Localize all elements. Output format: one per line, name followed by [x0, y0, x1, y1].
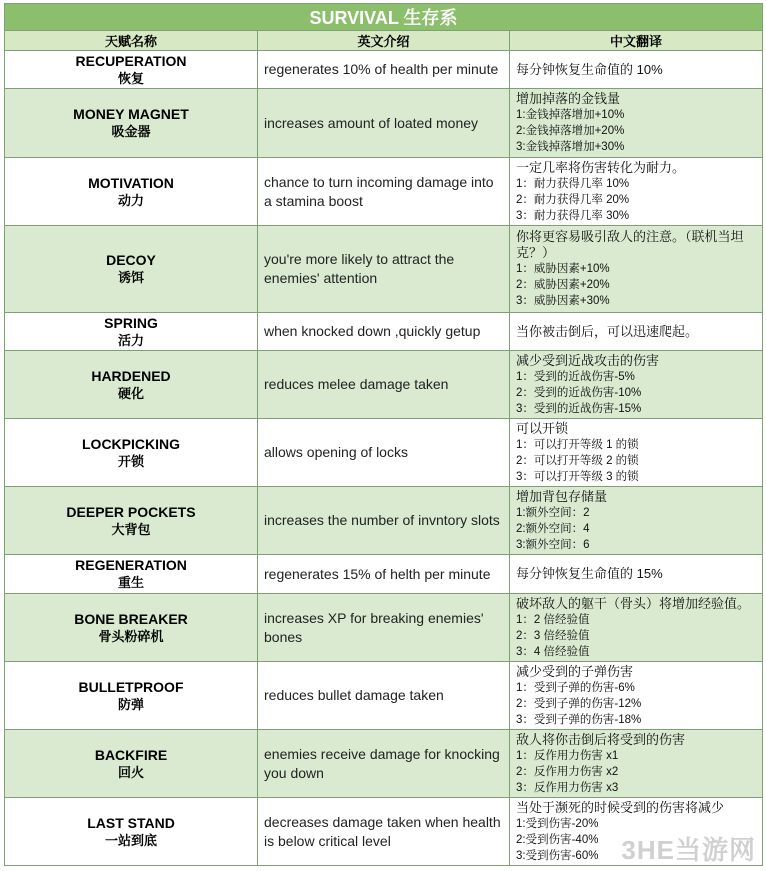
translation-level-line: 2：3 倍经验值 — [516, 629, 590, 642]
english-description: you're more likely to attract the enemies' attention — [258, 226, 510, 313]
translation-summary: 每分钟恢复生命值的 10% — [516, 61, 663, 77]
column-header-name: 天赋名称 — [5, 31, 258, 51]
talent-name-english: HARDENED — [91, 367, 171, 384]
talent-name-english: LAST STAND — [87, 814, 175, 831]
translation-summary: 每分钟恢复生命值的 15% — [516, 566, 663, 581]
talent-name-chinese: 一站到底 — [104, 832, 157, 848]
talent-name-cell — [5, 730, 258, 798]
talent-name-chinese: 动力 — [117, 192, 144, 208]
talent-name-chinese: 开锁 — [117, 453, 144, 469]
chinese-translation — [510, 313, 763, 351]
talent-name-english: BULLETPROOF — [78, 678, 184, 695]
translation-level-line: 1：耐力获得几率 10% — [516, 177, 630, 190]
translation-level-line: 1：可以打开等级 1 的锁 — [516, 438, 639, 451]
chinese-translation — [510, 487, 763, 555]
english-description: enemies receive damage for knocking you down — [258, 730, 510, 798]
talent-name-english: BONE BREAKER — [74, 610, 188, 627]
chinese-translation — [510, 419, 763, 487]
translation-level-line: 1：2 倍经验值 — [516, 613, 590, 626]
talent-name-cell — [5, 487, 258, 555]
translation-summary: 减少受到近战攻击的伤害 — [516, 352, 660, 368]
table-row — [5, 89, 763, 158]
talent-name-english: REGENERATION — [75, 557, 187, 573]
translation-level-line: 3:受到伤害-60% — [516, 849, 599, 862]
english-description: regenerates 10% of health per minute — [258, 51, 510, 89]
talent-name-cell — [5, 313, 258, 351]
translation-level-line: 1：受到的近战伤害-5% — [516, 370, 635, 383]
chinese-translation — [510, 226, 763, 313]
column-header-english: 英文介绍 — [258, 31, 510, 51]
translation-summary: 增加背包存储量 — [516, 488, 608, 504]
english-description: reduces melee damage taken — [258, 351, 510, 419]
translation-level-line: 3:额外空间：6 — [516, 538, 590, 551]
translation-level-line: 1:额外空间：2 — [516, 506, 590, 519]
talent-name-chinese: 大背包 — [111, 521, 151, 537]
talent-name-cell — [5, 351, 258, 419]
talent-name-chinese: 重生 — [117, 575, 144, 590]
talent-name-chinese: 恢复 — [117, 70, 144, 86]
translation-level-line: 2：耐力获得几率 20% — [516, 193, 630, 206]
talent-name-cell — [5, 226, 258, 313]
translation-level-line: 2：反作用力伤害 x2 — [516, 765, 619, 778]
survival-talent-table — [4, 3, 763, 866]
translation-summary: 敌人将你击倒后将受到的伤害 — [516, 731, 686, 747]
translation-summary: 一定几率将伤害转化为耐力。 — [516, 159, 686, 175]
translation-level-line: 1：威胁因素+10% — [516, 263, 610, 275]
talent-name-cell — [5, 555, 258, 594]
table-title: SURVIVAL 生存系 — [5, 4, 763, 31]
translation-level-line: 1:金钱掉落增加+10% — [516, 109, 625, 121]
translation-level-line: 3：耐力获得几率 30% — [516, 209, 630, 222]
talent-name-cell — [5, 662, 258, 730]
chinese-translation — [510, 594, 763, 662]
talent-name-cell — [5, 51, 258, 89]
translation-level-line: 1：反作用力伤害 x1 — [516, 749, 619, 762]
chinese-translation — [510, 662, 763, 730]
column-header-chinese: 中文翻译 — [510, 31, 763, 51]
chinese-translation — [510, 51, 763, 89]
talent-name-chinese: 骨头粉碎机 — [98, 628, 164, 644]
english-description: decreases damage taken when health is below critical level — [258, 798, 510, 866]
translation-level-line: 3：可以打开等级 3 的锁 — [516, 470, 639, 483]
translation-level-line: 3：4 倍经验值 — [516, 645, 590, 658]
chinese-translation — [510, 89, 763, 158]
talent-name-cell — [5, 419, 258, 487]
translation-summary: 增加掉落的金钱量 — [516, 91, 621, 106]
translation-summary: 减少受到的子弹伤害 — [516, 663, 634, 679]
english-description: chance to turn incoming damage into a stamina boost — [258, 158, 510, 226]
translation-level-line: 3：受到的近战伤害-15% — [516, 402, 642, 415]
talent-name-english: MOTIVATION — [88, 174, 174, 191]
talent-name-chinese: 活力 — [117, 332, 144, 348]
translation-level-line: 1：受到子弹的伤害-6% — [516, 681, 635, 694]
table-body — [5, 51, 763, 866]
table-row — [5, 313, 763, 351]
chinese-translation — [510, 555, 763, 594]
english-description: reduces bullet damage taken — [258, 662, 510, 730]
talent-name-chinese: 诱饵 — [117, 270, 144, 285]
table-row — [5, 555, 763, 594]
translation-level-line: 3：反作用力伤害 x3 — [516, 781, 619, 794]
translation-level-line: 2:金钱掉落增加+20% — [516, 125, 625, 137]
talent-name-english: DEEPER POCKETS — [66, 503, 196, 520]
talent-name-chinese: 吸金器 — [111, 124, 151, 139]
table-row — [5, 594, 763, 662]
site-watermark: 3HE当游网 — [621, 835, 756, 865]
talent-name-chinese: 回火 — [117, 764, 144, 780]
talent-name-cell — [5, 798, 258, 866]
translation-level-line: 2:额外空间：4 — [516, 522, 590, 535]
translation-summary: 你将更容易吸引敌人的注意。（联机当坦克？） — [516, 229, 744, 260]
english-description: increases amount of loated money — [258, 89, 510, 158]
title-row — [5, 4, 763, 31]
talent-name-english: SPRING — [104, 314, 158, 331]
talent-name-cell — [5, 89, 258, 158]
table-row — [5, 487, 763, 555]
translation-level-line: 1:受到伤害-20% — [516, 817, 599, 830]
table-row — [5, 662, 763, 730]
chinese-translation — [510, 158, 763, 226]
translation-level-line: 2：威胁因素+20% — [516, 279, 610, 291]
chinese-translation — [510, 351, 763, 419]
table-row — [5, 226, 763, 313]
header-row — [5, 31, 763, 51]
english-description: increases the number of invntory slots — [258, 487, 510, 555]
english-description: regenerates 15% of helth per minute — [258, 555, 510, 594]
english-description: allows opening of locks — [258, 419, 510, 487]
talent-name-chinese: 防弹 — [117, 696, 144, 712]
talent-name-english: RECUPERATION — [75, 52, 187, 69]
table-row — [5, 419, 763, 487]
table-row — [5, 351, 763, 419]
talent-name-chinese: 硬化 — [117, 385, 144, 401]
talent-name-english: DECOY — [106, 252, 156, 268]
translation-level-line: 3：威胁因素+30% — [516, 295, 610, 307]
talent-name-english: LOCKPICKING — [82, 435, 180, 452]
translation-level-line: 3:金钱掉落增加+30% — [516, 141, 625, 153]
translation-level-line: 2：可以打开等级 2 的锁 — [516, 454, 639, 467]
translation-summary: 当处于濒死的时候受到的伤害将减少 — [516, 799, 725, 815]
translation-level-line: 2:受到伤害-40% — [516, 833, 599, 846]
translation-level-line: 2：受到的近战伤害-10% — [516, 386, 642, 399]
translation-summary: 可以开锁 — [516, 420, 569, 436]
translation-level-line: 2：受到子弹的伤害-12% — [516, 697, 642, 710]
translation-level-line: 3：受到子弹的伤害-18% — [516, 713, 642, 726]
translation-summary: 当你被击倒后，可以迅速爬起。 — [516, 323, 699, 339]
english-description: when knocked down ,quickly getup — [258, 313, 510, 351]
talent-name-english: BACKFIRE — [94, 746, 168, 763]
talent-name-english: MONEY MAGNET — [73, 106, 189, 122]
table-row — [5, 158, 763, 226]
talent-name-cell — [5, 158, 258, 226]
table-row — [5, 51, 763, 89]
table-row — [5, 730, 763, 798]
translation-summary: 破坏敌人的躯干（骨头）将增加经验值。 — [516, 595, 751, 611]
chinese-translation — [510, 730, 763, 798]
talent-name-cell — [5, 594, 258, 662]
english-description: increases XP for breaking enemies' bones — [258, 594, 510, 662]
